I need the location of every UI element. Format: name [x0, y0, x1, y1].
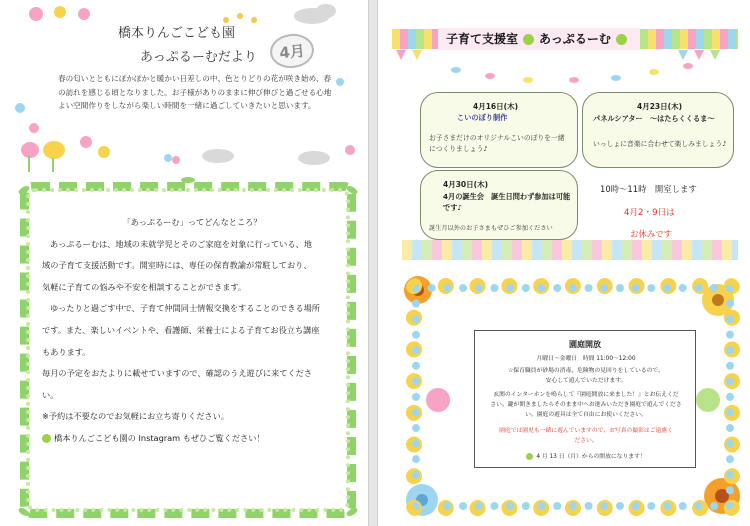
about-section — [42, 212, 342, 450]
apple-icon — [42, 434, 51, 443]
about-line: 毎月の予定をおたよりに載せていますので、確認のうえ遊びに来てくださ — [42, 368, 313, 379]
event-title: こいのぼり制作 — [457, 113, 508, 122]
notice-line: 安心して遊んでいただけます。 — [545, 378, 627, 384]
notice-line: さい。鍵が開きましたらそのまま中へお進みいただき園庭で遊んでくださ — [490, 402, 682, 408]
event-desc: いっしょに音楽に合わせて楽しみましょう♪ — [593, 140, 727, 148]
notice-line: ☆保育職員が砂場の消毒、危険物の見回りをしているので、 — [508, 368, 664, 374]
page-gutter — [368, 0, 378, 526]
school-name: 橋本りんごこども園 — [118, 26, 236, 41]
event-date: 4月30日(木) — [443, 180, 489, 189]
event-desc: お子さまだけのオリジナルこいのぼりを一緒につくりましょう♪ — [429, 134, 565, 153]
instagram-line: 橋本りんごこども園の Instagram もぜひご覧ください！ — [42, 428, 342, 450]
banner-title: 子育て支援室 あっぷるーむ — [438, 28, 640, 50]
event-date: 4月16日(木) — [473, 102, 519, 111]
about-line: ※予約は不要なのでお気軽にお立ち寄りください。 — [42, 411, 229, 422]
notice-line: 玄関のインターホンを鳴らして『園庭開放に来ました！』とお伝えくだ — [493, 392, 679, 398]
notice-line: い。園庭の遊具は全て自由にお使いください。 — [525, 412, 647, 418]
apple-icon — [616, 34, 627, 45]
notice-line-warning: ださい。 — [574, 438, 598, 444]
month-badge: 4月 — [268, 32, 315, 70]
event-bubble-1 — [420, 92, 578, 168]
newsletter-title: あっぷるーむだより — [140, 50, 257, 65]
about-line: もあります。 — [42, 346, 91, 357]
opening-hours: 10時～11時 開室します — [600, 184, 697, 194]
apple-icon — [523, 34, 534, 45]
about-line: 域の子育て支援活動です。開室時には、専任の保育教諭が常駐しており、 — [42, 260, 312, 271]
about-line: ゆったりと過ごす中で、子育て仲間同士情報交換をすることのできる場所 — [50, 303, 320, 314]
event-desc: 誕生月以外のお子さまもぜひご参加ください — [429, 225, 553, 232]
event-title: パネルシアター ～はたらくくるま～ — [593, 114, 715, 123]
closed-label: お休みです — [630, 229, 672, 239]
apple-icon — [526, 453, 533, 460]
event-bubble-3 — [420, 170, 578, 240]
bunting-icon — [396, 50, 720, 60]
event-bubble-2 — [582, 92, 734, 168]
stripe-band — [402, 240, 738, 260]
notice-line-warning: 園庭では園児も一緒に遊んでいますので、お写真の撮影はご遠慮く — [499, 428, 673, 434]
about-line: い。 — [42, 389, 59, 400]
event-date: 4月23日(木) — [637, 102, 683, 111]
notice-title: 園庭開放 — [569, 340, 601, 349]
event-title: 4月の誕生会 誕生日問わず参加は可能です♪ — [443, 192, 571, 212]
notice-start-line: 4 月 13 日（月）からの開放になります！ — [479, 453, 693, 462]
intro-text: 春の匂いとともにぽかぽかと暖かい日差しの中、色とりどりの花が咲き始め、春の訪れを感じる頃となりました。お子様がありのままに伸び伸びと過ごせる心地よい空間作りをしながら楽しい時間を一緒に過ごしていきたいと思います。 — [58, 74, 332, 110]
about-line: あっぷるーむは、地域の未就学児とそのご家庭を対象に行っている、地 — [50, 238, 312, 249]
notice-line: 月曜日～金曜日 時間 11:00～12:00 — [536, 356, 636, 362]
right-page — [378, 0, 750, 526]
garden-notice — [474, 330, 696, 468]
ribbon-icon — [451, 63, 693, 83]
about-heading: 「あっぷるーむ」ってどんなところ？ — [122, 217, 262, 227]
left-page — [0, 0, 368, 526]
closed-days: 4月2・9日は — [624, 208, 675, 218]
about-line: です。また、楽しいイベントや、看護師、栄養士による子育てお役立ち講座 — [42, 324, 320, 335]
about-line: 気軽に子育ての悩みや不安を相談することができます。 — [42, 281, 247, 292]
tulip-icon — [29, 6, 90, 21]
